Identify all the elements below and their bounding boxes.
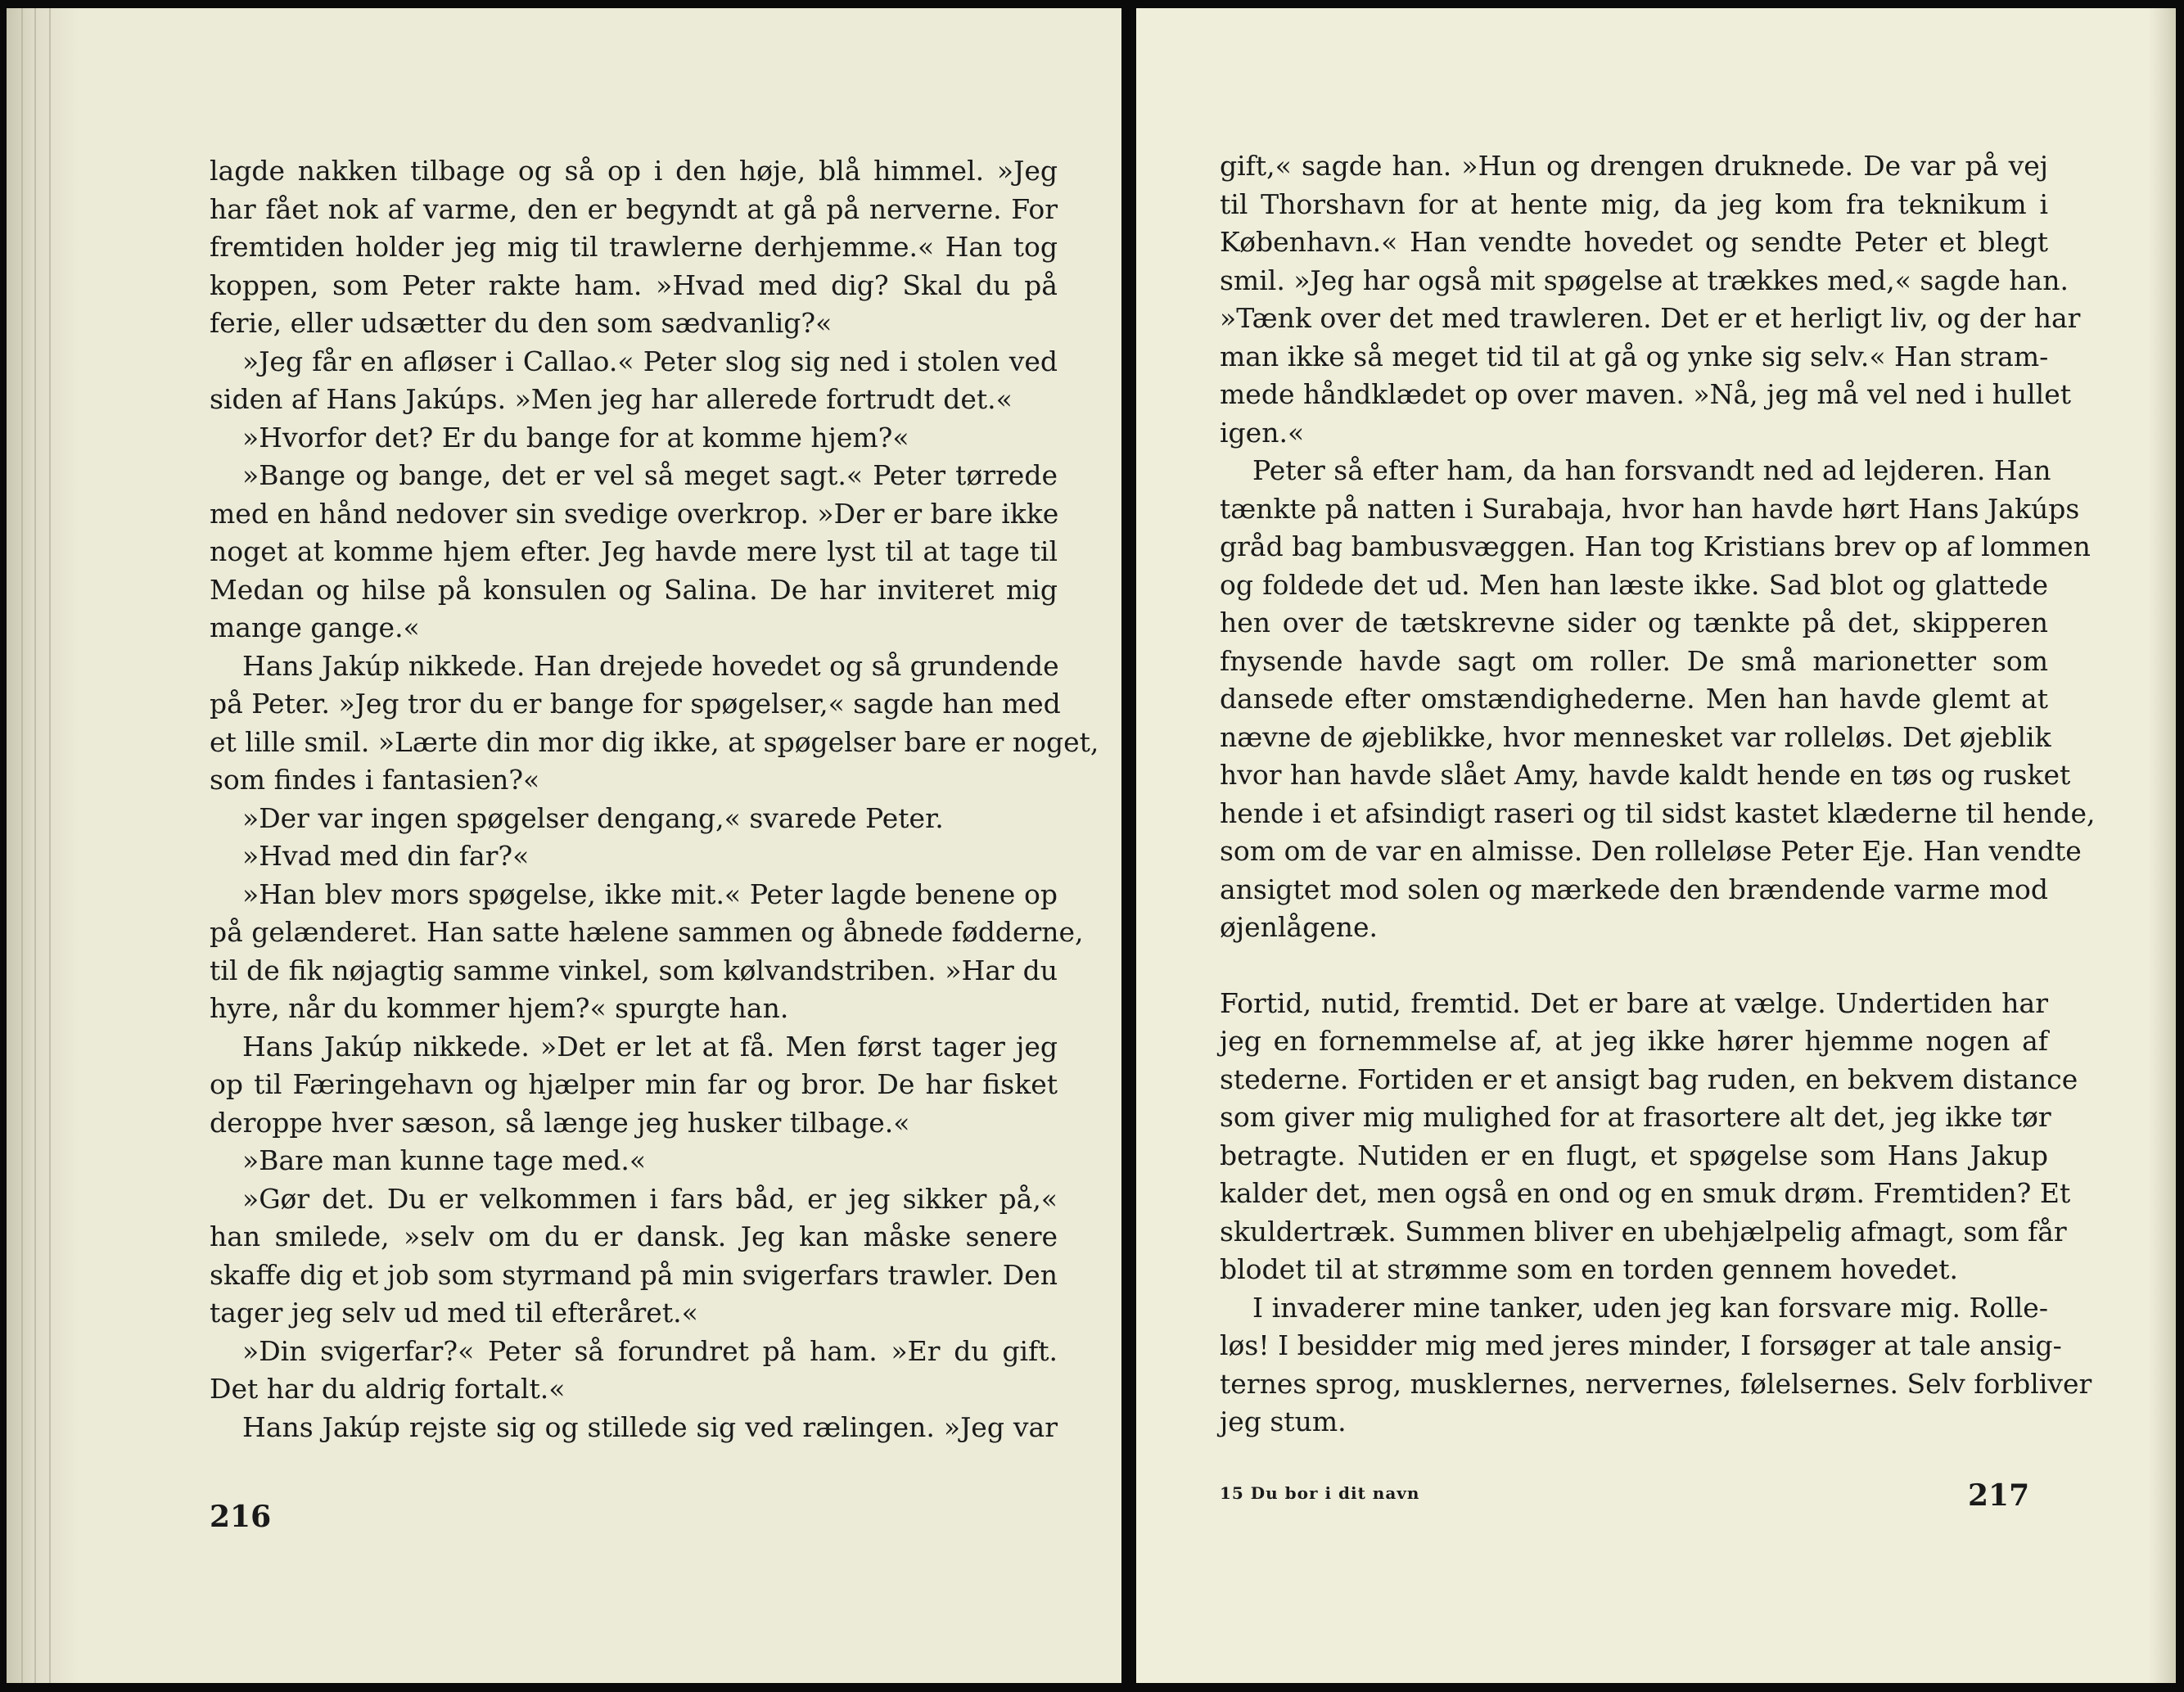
text-line: mange gange.« <box>210 611 420 643</box>
text-line: nævne de øjeblikke, hvor mennesket var rolleløs. Det øjeblik <box>1220 720 2051 753</box>
text-line: hvor han havde slået Amy, havde kaldt hende en tøs og rusket <box>1220 759 2071 791</box>
text-line: fremtiden holder jeg mig til trawlerne derhjemme.« Han tog <box>210 231 1058 263</box>
page-edge-line <box>21 8 23 1683</box>
text-line: lagde nakken tilbage og så op i den høje, blå himmel. »Jeg <box>210 155 1058 187</box>
text-line: betragte. Nutiden er en flugt, et spøgelse som Hans Jakup <box>1220 1139 2048 1171</box>
text-line: »Hvad med din far?« <box>242 840 530 872</box>
text-line: til de fik nøjagtig samme vinkel, som kølvandstriben. »Har du <box>210 954 1058 986</box>
text-line: løs! I besidder mig med jeres minder, I forsøger at tale ansig- <box>1220 1329 2062 1361</box>
text-line: smil. »Jeg har også mit spøgelse at trækkes med,« sagde han. <box>1220 264 2069 296</box>
right-page-text <box>1220 147 2096 1442</box>
text-line: siden af Hans Jakúps. »Men jeg har allerede fortrudt det.« <box>210 383 1013 415</box>
text-line: »Han blev mors spøgelse, ikke mit.« Peter lagde benene op <box>242 878 1058 910</box>
text-line: på gelænderet. Han satte hælene sammen og åbnede fødderne, <box>210 916 1084 948</box>
text-line: fnysende havde sagt om roller. De små marionetter som <box>1220 644 2048 677</box>
text-line: som giver mig mulighed for at frasortere alt det, jeg ikke tør <box>1220 1101 2051 1133</box>
page-number: 217 <box>1968 1478 2030 1513</box>
text-line: Hans Jakúp nikkede. »Det er let at få. Men først tager jeg <box>242 1030 1058 1063</box>
text-line: tænkte på natten i Surabaja, hvor han havde hørt Hans Jakúps <box>1220 492 2080 525</box>
text-line: Hans Jakúp rejste sig og stillede sig ved rælingen. »Jeg var <box>242 1410 1058 1443</box>
text-line: »Bange og bange, det er vel så meget sagt.« Peter tørrede <box>242 459 1058 491</box>
text-line: »Tænk over det med trawleren. Det er et herligt liv, og der har <box>1220 302 2081 334</box>
right-page <box>1136 8 2176 1683</box>
text-line: som om de var en almisse. Den rolleløse Peter Eje. Han vendte <box>1220 835 2082 867</box>
text-line: skaffe dig et job som styrmand på min svigerfars trawler. Den <box>210 1258 1058 1291</box>
text-line: stederne. Fortiden er et ansigt bag ruden, en bekvem distance <box>1220 1063 2078 1095</box>
text-line: »Bare man kunne tage med.« <box>242 1144 647 1176</box>
text-line: blodet til at strømme som en torden gennem hovedet. <box>1220 1253 1959 1285</box>
text-line: et lille smil. »Lærte din mor dig ikke, at spøgelser bare er noget, <box>210 725 1099 758</box>
left-page-text <box>210 152 1099 1446</box>
text-line: hyre, når du kommer hjem?« spurgte han. <box>210 992 789 1024</box>
text-line: gråd bag bambusvæggen. Han tog Kristians brev op af lommen <box>1220 530 2091 562</box>
text-line: noget at komme hjem efter. Jeg havde mere lyst til at tage til <box>210 535 1058 567</box>
text-line: Peter så efter ham, da han forsvandt ned ad lejderen. Han <box>1252 454 2051 486</box>
text-line: som findes i fantasien?« <box>210 764 540 796</box>
text-line: ferie, eller udsætter du den som sædvanlig?« <box>210 307 833 339</box>
text-line: deroppe hver sæson, så længe jeg husker tilbage.« <box>210 1106 910 1139</box>
text-line: kalder det, men også en ond og en smuk drøm. Fremtiden? Et <box>1220 1177 2071 1209</box>
text-line: har fået nok af varme, den er begyndt at gå på nerverne. For <box>210 192 1058 225</box>
signature-mark: 15 Du bor i dit navn <box>1220 1483 1420 1503</box>
text-line: Medan og hilse på konsulen og Salina. De har inviteret mig <box>210 573 1058 606</box>
text-line: mede håndklædet op over maven. »Nå, jeg må vel ned i hullet <box>1220 378 2072 410</box>
page-number: 216 <box>210 1500 272 1534</box>
text-line: jeg en fornemmelse af, at jeg ikke hører hjemme nogen af <box>1220 1025 2048 1057</box>
text-line: København.« Han vendte hovedet og sendte Peter et blegt <box>1220 226 2048 258</box>
text-line: hende i et afsindigt raseri og til sidst kastet klæderne til hende, <box>1220 796 2096 829</box>
section-break <box>1220 947 2048 985</box>
text-line: man ikke så meget tid til at gå og ynke sig selv.« Han stram- <box>1220 340 2049 372</box>
text-line: Fortid, nutid, fremtid. Det er bare at vælge. Undertiden har <box>1220 986 2048 1019</box>
page-spine-shadow <box>7 8 80 1683</box>
page-edge-line <box>49 8 51 1683</box>
text-line: op til Færingehavn og hjælper min far og bror. De har fisket <box>210 1068 1058 1100</box>
text-line: til Thorshavn for at hente mig, da jeg kom fra teknikum i <box>1220 187 2048 220</box>
text-line: ternes sprog, musklernes, nervernes, følelsernes. Selv forbliver <box>1220 1367 2092 1400</box>
text-line: »Din svigerfar?« Peter så forundret på ham. »Er du gift. <box>242 1334 1058 1367</box>
text-line: »Der var ingen spøgelser dengang,« svarede Peter. <box>242 801 944 834</box>
text-line: igen.« <box>1220 416 1305 449</box>
text-line: ansigtet mod solen og mærkede den brændende varme mod <box>1220 873 2048 905</box>
text-line: »Hvorfor det? Er du bange for at komme hjem?« <box>242 421 909 453</box>
text-line: skuldertræk. Summen bliver en ubehjælpelig afmagt, som får <box>1220 1215 2067 1248</box>
page-edge-line <box>34 8 36 1683</box>
left-page <box>7 8 1121 1683</box>
text-line: koppen, som Peter rakte ham. »Hvad med dig? Skal du på <box>210 268 1058 301</box>
text-line: Det har du aldrig fortalt.« <box>210 1373 566 1405</box>
text-line: »Jeg får en afløser i Callao.« Peter slog sig ned i stolen ved <box>242 345 1058 377</box>
text-line: han smilede, »selv om du er dansk. Jeg kan måske senere <box>210 1220 1058 1252</box>
text-line: på Peter. »Jeg tror du er bange for spøgelser,« sagde han med <box>210 688 1061 720</box>
text-line: jeg stum. <box>1220 1405 1347 1437</box>
text-line: øjenlågene. <box>1220 911 1379 943</box>
text-line: dansede efter omstændighederne. Men han havde glemt at <box>1220 683 2048 715</box>
text-line: hen over de tætskrevne sider og tænkte på det, skipperen <box>1220 607 2048 638</box>
text-line: Hans Jakúp nikkede. Han drejede hovedet og så grundende <box>242 649 1059 682</box>
text-line: gift,« sagde han. »Hun og drengen druknede. De var på vej <box>1220 150 2048 182</box>
text-line: »Gør det. Du er velkommen i fars båd, er jeg sikker på,« <box>242 1182 1058 1215</box>
text-line: I invaderer mine tanker, uden jeg kan forsvare mig. Rolle- <box>1252 1291 2048 1324</box>
page-edge-shadow <box>2148 8 2176 1683</box>
text-line: og foldede det ud. Men han læste ikke. Sad blot og glattede <box>1220 568 2048 601</box>
text-line: med en hånd nedover sin svedige overkrop. »Der er bare ikke <box>210 497 1059 530</box>
text-line: tager jeg selv ud med til efteråret.« <box>210 1297 698 1329</box>
